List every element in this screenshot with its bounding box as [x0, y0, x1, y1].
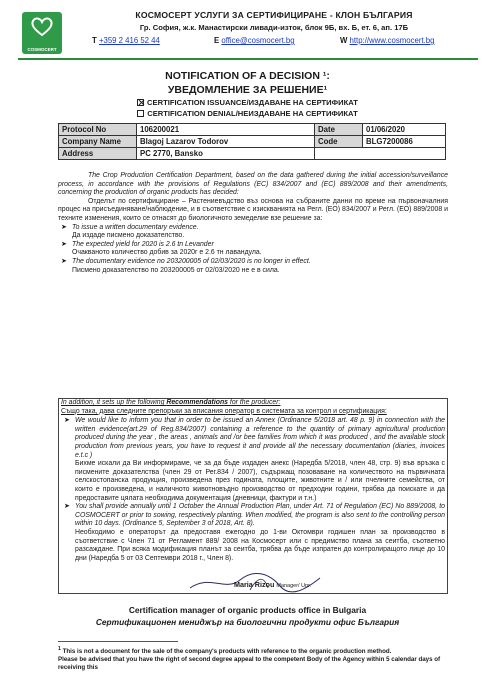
cosmocert-logo	[22, 12, 62, 54]
protocol-value: 106200021	[137, 124, 315, 136]
table-row	[59, 136, 446, 148]
rec-2-bg: Необходимо е операторът да предоставя ежегодно до 1-ви Октомври годишен план за производство в съответствие с Член 71 от Регламент 889/ 2008 на Космосерт или с предимство плана за сеитба, съответно разсаждане. При всяка модификация планът за сеитба, трябва да бъде изпратен до контролиращото лице до 10 дни (Наредба 5 от 03 Септември 2018 г., Член 8).	[75, 528, 445, 562]
arrow-bullet-icon: ➤	[64, 503, 70, 511]
signatory-name: Maria Rizou	[234, 580, 275, 589]
email-prefix: E	[214, 36, 220, 45]
code-value: BLG7200086	[363, 136, 446, 148]
bullet-3-bg: Писмено доказателство по 203200005 от 02/03/2020 не е в сила.	[72, 266, 280, 274]
footnote-mark: 1	[58, 646, 61, 652]
rec-2-en: You shall provide annually until 1 October the Annual Production Plan, under Art. 71 of Regulation (EC) No 889/2008, to COSMOCERT or prior to sowing, respectively planting. When modified, the program is also sent to the controlling person within 10 days. (Ordinance 5, September 3 of 2018, Art. 8).	[75, 503, 445, 528]
footnote-text-1: This is not a document for the sale of the company's products with reference to the organic production method.	[62, 648, 392, 656]
footnote	[58, 646, 453, 671]
certification-manager-en: Certification manager of organic products office in Bulgaria	[128, 605, 367, 615]
list-item	[58, 258, 448, 275]
footnote-text-2: Please be advised that you have the right of second degree appeal to the competent Body of the Agency within 5 calendar days of receiving this	[58, 655, 441, 671]
company-label: Company Name	[59, 136, 137, 148]
empty-cell	[315, 148, 363, 160]
code-label: Code	[315, 136, 363, 148]
web-link[interactable]: http://www.cosmocert.bg	[349, 36, 435, 45]
table-row	[59, 148, 446, 160]
footnote-line-1	[58, 646, 453, 656]
rec-1-bg: Бихме искали да Ви информираме, че за да бъде издаден анекс (Наредба 5/2018, член 48, стр. 9) във връзка с писмените доказателства (член 29 от Рег.834 / 2007), съдържащ позоваване на количеството на първичната селскостопанска продукция, произведена през годината, площите, животните и / или пчелните семейства, от които е произведена, и наличното животновъдно производство от предходни години, трябва да поискате и да предоставите цялата необходима документация (дневници, фактури и т.н.)	[75, 460, 445, 502]
intro-bg: Отделът по сертифициране – Растениевъдство въз основа на събраните данни по време на първоначалния процес на присъединяване/наблюдение, и в съответствие с изискванията на Регл. (ЕО) 834/2007 и Регл. (ЕО) 889/2008 и техните изменения, които се отнасят до биологичното земеделие взе решение за:	[58, 197, 448, 222]
footnote-divider	[58, 641, 178, 642]
bullet-1-bg: Да издаде писмено доказателство.	[72, 232, 185, 240]
info-table	[58, 123, 446, 160]
empty-box-icon	[137, 110, 144, 117]
empty-cell	[363, 148, 446, 160]
company-address: Гр. София, ж.к. Манастирски ливади-изток, блок 9Б, вх. Б, ет. 6, ап. 17Б	[139, 23, 409, 32]
recommendations-intro-en	[61, 399, 445, 408]
date-value: 01/06/2020	[363, 124, 446, 136]
bullet-3-en: The documentary evidence no 203200005 of 02/03/2020 is no longer in effect.	[72, 257, 311, 265]
list-item	[58, 224, 448, 241]
rec-intro-bold: Recommendations	[166, 399, 228, 406]
address-label: Address	[59, 148, 137, 160]
bullet-1-en: To issue a written documentary evidence.	[72, 223, 199, 231]
denial-option	[0, 109, 495, 118]
web-contact	[340, 36, 434, 45]
list-item	[61, 503, 445, 563]
list-item	[61, 417, 445, 503]
table-row	[59, 124, 446, 136]
rec-intro-post: for the producer:	[228, 399, 281, 406]
web-prefix: W	[340, 36, 348, 45]
heart-logo-icon	[31, 17, 53, 37]
rec-intro-pre: In addition, it sets up the following	[61, 399, 167, 406]
rec-1-en: We would like to inform you that in order to be issued an Annex (Ordinance 5/2018 art. 48 p. 9) in connection with the written evidence(art.29 of Reg.834/2007) containing a reference to the quantity of primary agricultural production produced during the year , the areas , animals and /or bee families from which it was produced , and the available stock production from previous years, you have to request it and provide all the necessary documentation (diaries, invoices e.t.c )	[75, 417, 445, 459]
logo-text: COSMOCERT	[27, 47, 57, 52]
notification-title-bg: УВЕДОМЛЕНИЕ ЗА РЕШЕНИЕ¹	[167, 84, 328, 96]
arrow-bullet-icon: ➤	[61, 223, 67, 231]
signatory-role: Manager/ Upr.	[276, 583, 312, 589]
protocol-label: Protocol No	[59, 124, 137, 136]
phone-prefix: T	[92, 36, 97, 45]
arrow-bullet-icon: ➤	[61, 257, 67, 265]
date-label: Date	[315, 124, 363, 136]
address-value: PC 2770, Bansko	[137, 148, 315, 160]
list-item	[58, 241, 448, 258]
denial-label: CERTIFICATION DENIAL/НЕИЗДАВАНЕ НА СЕРТИФИКАТ	[147, 109, 358, 118]
company-value: Blagoj Lazarov Todorov	[137, 136, 315, 148]
company-title: КОСМОСЕРТ УСЛУГИ ЗА СЕРТИФИЦИРАНЕ - КЛОН БЪЛГАРИЯ	[135, 10, 413, 20]
certification-manager-bg: Сертификационен мениджър на биологични продукти офис България	[95, 617, 400, 627]
phone-link[interactable]: +359 2 416 52 44	[98, 36, 160, 45]
email-link[interactable]: office@cosmocert.bg	[221, 36, 295, 45]
phone-contact	[92, 36, 160, 45]
decision-body	[58, 172, 448, 275]
email-contact	[214, 36, 295, 45]
intro-en: The Crop Production Certification Department, based on the data gathered during the initial accession/surveillance process, in accordance with the provisions of Regulations (EC) 834/2007 and (EC) 889/2008 and their amendments, concerning the production of organic products has decided:	[58, 172, 448, 197]
signatory	[234, 580, 311, 589]
issuance-option	[0, 98, 495, 107]
checked-box-icon	[137, 99, 144, 106]
recommendations	[61, 399, 445, 563]
recommendations-intro-bg: Също така, дава следните препоръки за вписания оператор в системата за контрол и сертификация:	[61, 407, 387, 415]
letterhead	[18, 8, 478, 60]
bullet-2-en: The expected yield for 2020 is 2.6 tn Levander	[72, 240, 214, 248]
arrow-bullet-icon: ➤	[61, 240, 67, 248]
bullet-2-bg: Очакваното количество добив за 2020г е 2.6 тн лавандула.	[72, 249, 262, 257]
notification-title: NOTIFICATION OF A DECISION ¹:	[165, 70, 330, 82]
arrow-bullet-icon: ➤	[64, 417, 70, 425]
issuance-label: CERTIFICATION ISSUANCE/ИЗДАВАНЕ НА СЕРТИФИКАТ	[147, 98, 358, 107]
